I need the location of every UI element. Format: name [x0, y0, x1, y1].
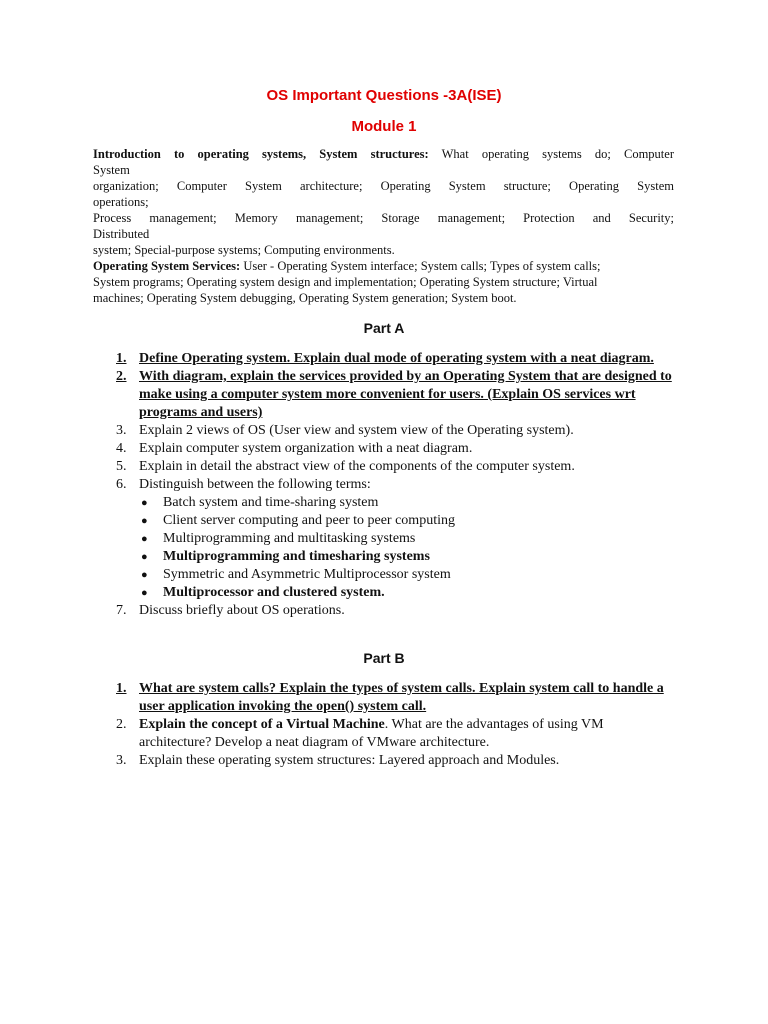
syllabus-line: machines; Operating System debugging, Operating System generation; System boot.: [93, 291, 517, 305]
question-text: Discuss briefly about OS operations.: [139, 603, 345, 618]
syllabus-line: Process management; Memory management; Storage management; Protection and Security;: [93, 211, 674, 225]
module-heading: Module 1: [351, 118, 417, 135]
bullet-item: ● Batch system and time-sharing system: [141, 495, 379, 510]
question-text: What are system calls? Explain the types of system calls. Explain system call to handle a user application invoking the open() system call.: [139, 681, 664, 714]
bullet-icon: ●: [141, 569, 148, 581]
bullet-icon: ●: [141, 515, 148, 527]
question-item: 1. Define Operating system. Explain dual mode of operating system with a neat diagram.: [116, 351, 654, 366]
syllabus-line: Distributed: [93, 227, 150, 241]
syllabus-line: System: [93, 163, 130, 177]
syllabus-topic-label: Operating System Services:: [93, 259, 241, 273]
question-item: 2. Explain the concept of a Virtual Machine. What are the advantages of using VM architecture? Develop a neat diagram of VMware architecture.: [116, 717, 604, 750]
question-text: Explain in detail the abstract view of the components of the computer system.: [139, 459, 575, 474]
bullet-icon: ●: [141, 587, 148, 599]
question-text: Explain 2 views of OS (User view and system view of the Operating system).: [139, 423, 574, 438]
question-text: Explain computer system organization with a neat diagram.: [139, 441, 473, 456]
bullet-item: ● Client server computing and peer to peer computing: [141, 513, 455, 528]
bullet-item: ● Multiprogramming and multitasking systems: [141, 531, 416, 546]
question-item: 6. Distinguish between the following terms: ● Batch system and time-sharing system ● Client server computing and peer to peer computing ● Multiprogramming and multitasking systems ● Multiprogramming and timesharing systems ● Symmetric and Asymmetric Multiprocessor system ● Multiprocessor and clustered system.: [116, 476, 676, 602]
question-text: Distinguish between the following terms:: [139, 477, 371, 492]
syllabus-line: Introduction to operating systems, System structures: What operating systems do; Computer: [93, 147, 674, 161]
part-a-heading: Part A: [363, 320, 405, 336]
part-a-question-list: [116, 350, 676, 620]
question-item: 2. With diagram, explain the services provided by an Operating System that are designed to make using a computer system more convenient for users. (Explain OS services wrt programs and users): [116, 369, 672, 420]
syllabus-line: System programs; Operating system design and implementation; Operating System structure; Virtual: [93, 275, 598, 289]
bullet-icon: ●: [141, 533, 148, 545]
part-b-heading: Part B: [363, 650, 405, 666]
question-item: 3. Explain these operating system structures: Layered approach and Modules.: [116, 753, 560, 768]
bullet-icon: ●: [141, 551, 148, 563]
question-text: With diagram, explain the services provided by an Operating System that are designed to make using a computer system more convenient for users. (Explain OS services wrt programs and users): [139, 369, 672, 420]
question-item: 5. Explain in detail the abstract view of the components of the computer system.: [116, 459, 575, 474]
question-item: 1. What are system calls? Explain the types of system calls. Explain system call to handle a user application invoking the open() system call.: [116, 681, 664, 714]
question-text: Define Operating system. Explain dual mode of operating system with a neat diagram.: [139, 351, 654, 366]
question-item: 3. Explain 2 views of OS (User view and system view of the Operating system).: [116, 423, 574, 438]
syllabus-line: operations;: [93, 195, 149, 209]
question-text: Explain the concept of a Virtual Machine. What are the advantages of using VM architecture? Develop a neat diagram of VMware architecture.: [139, 717, 604, 750]
question-item: 7. Discuss briefly about OS operations.: [116, 603, 345, 618]
question-item: 4. Explain computer system organization with a neat diagram.: [116, 441, 473, 456]
syllabus-line: organization; Computer System architecture; Operating System structure; Operating System: [93, 179, 674, 193]
question-text: Explain these operating system structures: Layered approach and Modules.: [139, 753, 560, 768]
module-syllabus: [93, 146, 674, 306]
bullet-item: ● Multiprocessor and clustered system.: [141, 585, 385, 600]
part-b-question-list: [116, 680, 676, 770]
syllabus-topic-label: Introduction to operating systems, System structures:: [93, 147, 429, 161]
syllabus-line: system; Special-purpose systems; Computing environments.: [93, 243, 395, 257]
bullet-icon: ●: [141, 497, 148, 509]
syllabus-line: Operating System Services: User - Operating System interface; System calls; Types of system calls;: [93, 259, 601, 273]
bullet-item: ● Symmetric and Asymmetric Multiprocessor system: [141, 567, 451, 582]
document-title: OS Important Questions -3A(ISE): [266, 87, 502, 104]
bullet-item: ● Multiprogramming and timesharing systems: [141, 549, 430, 564]
comparison-term-list: [139, 494, 676, 602]
